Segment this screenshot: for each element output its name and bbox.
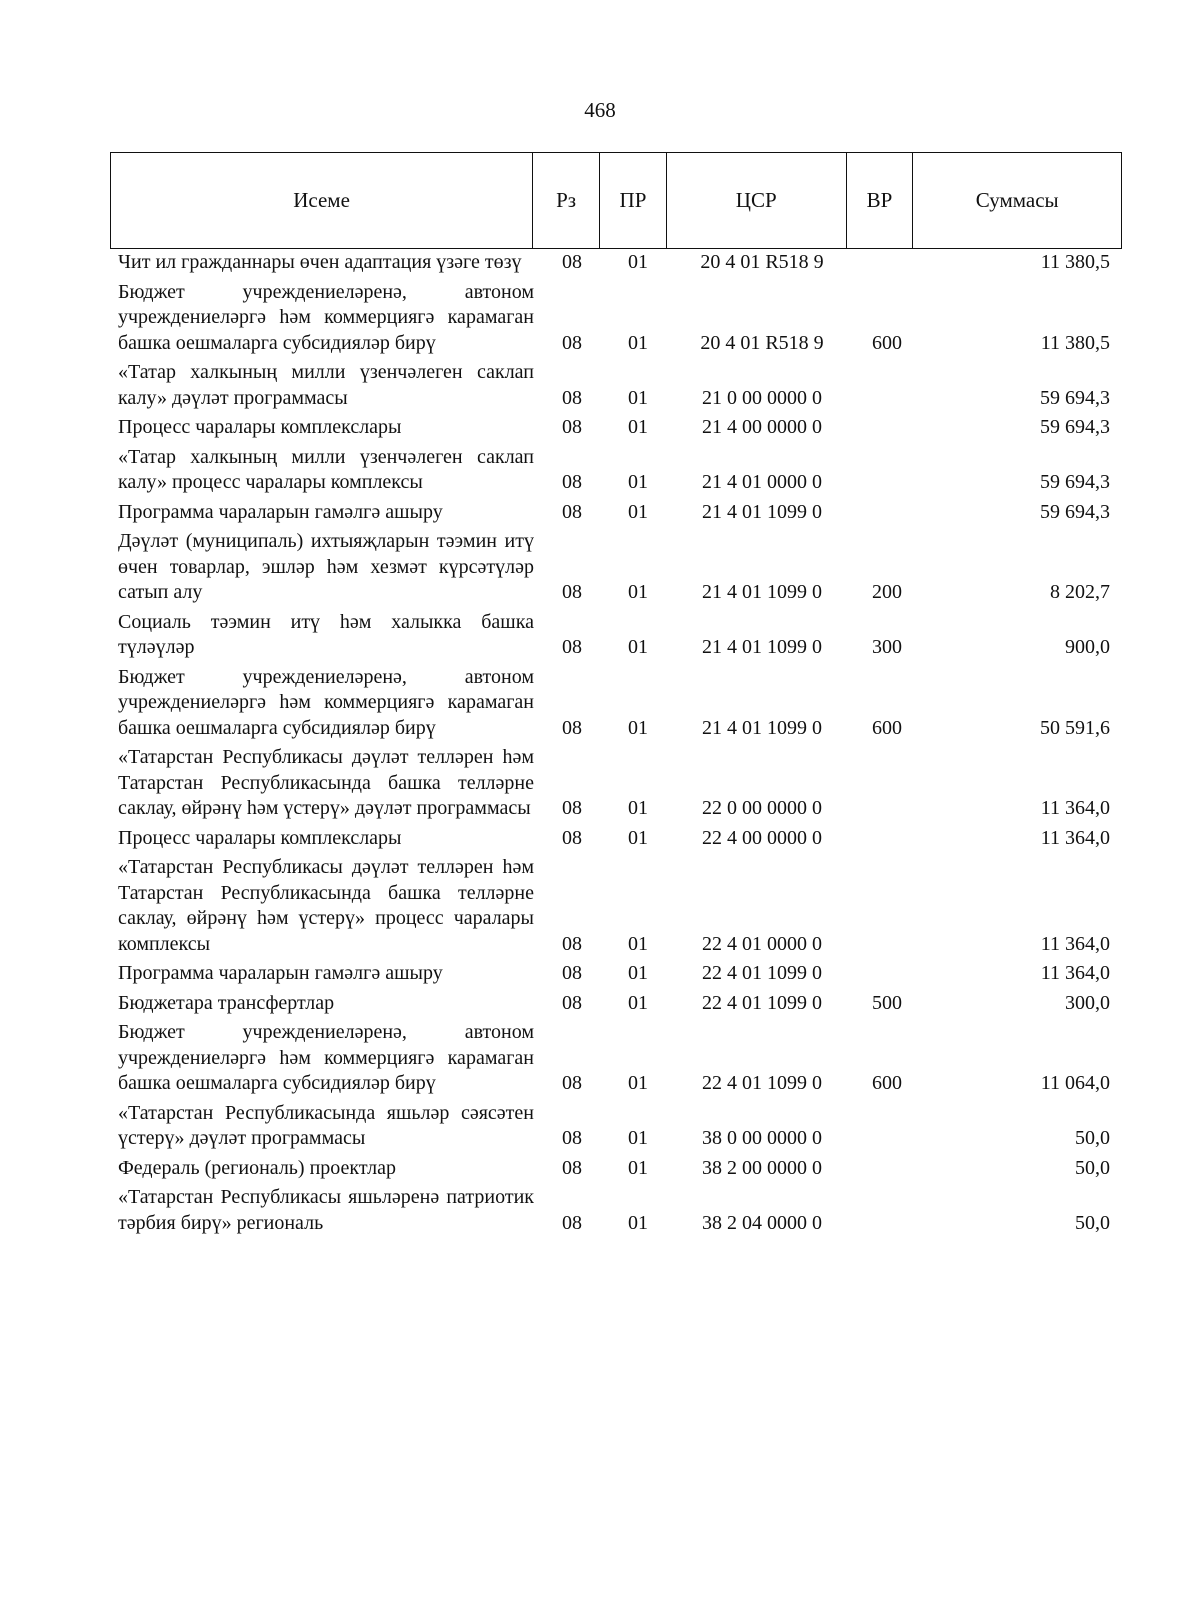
table-row bbox=[0, 1156, 1200, 1182]
table-row bbox=[0, 1185, 1200, 1236]
row-rz: 08 bbox=[562, 962, 582, 984]
row-name: Дәүләт (муниципаль) ихтыяҗларын тәэмин итү өчен товарлар, эшләр һәм хезмәт күрсәтүләр сатып алу bbox=[118, 530, 534, 603]
row-name: Процесс чаралары комплекслары bbox=[118, 416, 402, 438]
row-name: «Татар халкының милли үзенчәлеген саклап калу» дәүләт программасы bbox=[118, 361, 534, 409]
row-rz: 08 bbox=[562, 1127, 582, 1149]
table-row bbox=[0, 1020, 1200, 1097]
row-sum: 300,0 bbox=[1065, 991, 1110, 1014]
row-rz: 08 bbox=[562, 500, 582, 523]
row-pr: 01 bbox=[628, 581, 648, 603]
row-rz: 08 bbox=[562, 331, 582, 354]
row-name: «Татарстан Республикасы дәүләт телләрен һәм Татарстан Республикасында башка телләрне саклау, өйрәнү һәм үстерү» дәүләт программасы bbox=[118, 746, 534, 819]
row-sum: 11 364,0 bbox=[1040, 797, 1110, 819]
row-name: Бюджетара трансфертлар bbox=[118, 991, 335, 1014]
table-row bbox=[0, 826, 1200, 852]
table-row bbox=[0, 665, 1200, 742]
table-row bbox=[0, 500, 1200, 526]
row-rz: 08 bbox=[562, 826, 582, 849]
row-sum: 11 380,5 bbox=[1040, 331, 1110, 354]
row-rz: 08 bbox=[562, 471, 582, 493]
row-pr: 01 bbox=[628, 991, 648, 1014]
row-pr: 01 bbox=[628, 1127, 648, 1149]
table-header bbox=[110, 152, 1122, 249]
row-name: «Татарстан Республикасы яшьләренә патриотик тәрбия бирү» региональ bbox=[118, 1186, 534, 1234]
row-pr: 01 bbox=[628, 932, 648, 955]
row-pr: 01 bbox=[628, 331, 648, 354]
row-csr: 22 4 01 1099 0 bbox=[702, 991, 822, 1014]
row-name: Процесс чаралары комплекслары bbox=[118, 826, 402, 849]
row-vr: 600 bbox=[872, 1072, 902, 1094]
row-pr: 01 bbox=[628, 1072, 648, 1094]
row-csr: 22 4 01 1099 0 bbox=[702, 962, 822, 984]
row-csr: 21 4 01 1099 0 bbox=[702, 716, 822, 739]
row-rz: 08 bbox=[562, 386, 582, 409]
table-row bbox=[0, 415, 1200, 441]
table-body bbox=[0, 250, 1200, 1240]
column-header-vr: ВР bbox=[847, 153, 914, 248]
column-header-csr: ЦСР bbox=[667, 153, 847, 248]
row-pr: 01 bbox=[628, 386, 648, 409]
row-name: Чит ил гражданнары өчен адаптация үзәге төзү bbox=[118, 251, 522, 273]
row-pr: 01 bbox=[628, 636, 648, 658]
row-pr: 01 bbox=[628, 416, 648, 438]
row-rz: 08 bbox=[562, 581, 582, 603]
row-csr: 21 4 01 1099 0 bbox=[702, 581, 822, 603]
row-vr: 600 bbox=[872, 716, 902, 739]
column-header-pr: ПР bbox=[600, 153, 667, 248]
row-pr: 01 bbox=[628, 471, 648, 493]
row-rz: 08 bbox=[562, 932, 582, 955]
row-csr: 21 4 00 0000 0 bbox=[702, 416, 822, 438]
row-sum: 11 380,5 bbox=[1040, 251, 1110, 273]
row-vr: 200 bbox=[872, 581, 902, 603]
row-csr: 22 4 00 0000 0 bbox=[702, 826, 822, 849]
table-row bbox=[0, 1101, 1200, 1152]
row-rz: 08 bbox=[562, 636, 582, 658]
row-name: Бюджет учреждениеләренә, автоном учреждениеләргә һәм коммерциягә карамаган башка оешмаларга субсидияләр бирү bbox=[118, 1021, 534, 1094]
table-row bbox=[0, 745, 1200, 822]
row-csr: 21 4 01 0000 0 bbox=[702, 471, 822, 493]
row-csr: 38 2 04 0000 0 bbox=[702, 1211, 822, 1234]
row-pr: 01 bbox=[628, 251, 648, 273]
row-name: Бюджет учреждениеләренә, автоном учреждениеләргә һәм коммерциягә карамаган башка оешмаларга субсидияләр бирү bbox=[118, 280, 534, 354]
row-sum: 59 694,3 bbox=[1040, 500, 1110, 523]
table-row bbox=[0, 610, 1200, 661]
row-name: Программа чараларын гамәлгә ашыру bbox=[118, 500, 443, 523]
row-sum: 8 202,7 bbox=[1050, 581, 1110, 603]
row-rz: 08 bbox=[562, 797, 582, 819]
row-pr: 01 bbox=[628, 500, 648, 523]
row-sum: 900,0 bbox=[1065, 636, 1110, 658]
row-rz: 08 bbox=[562, 251, 582, 273]
row-rz: 08 bbox=[562, 1156, 582, 1179]
row-csr: 22 0 00 0000 0 bbox=[702, 797, 822, 819]
row-csr: 22 4 01 1099 0 bbox=[702, 1072, 822, 1094]
row-name: Бюджет учреждениеләренә, автоном учреждениеләргә һәм коммерциягә карамаган башка оешмаларга субсидияләр бирү bbox=[118, 665, 534, 739]
table-row bbox=[0, 445, 1200, 496]
row-sum: 11 364,0 bbox=[1040, 962, 1110, 984]
row-csr: 21 4 01 1099 0 bbox=[702, 500, 822, 523]
table-row bbox=[0, 961, 1200, 987]
column-header-rz: Рз bbox=[533, 153, 600, 248]
row-pr: 01 bbox=[628, 1211, 648, 1234]
row-csr: 38 0 00 0000 0 bbox=[702, 1127, 822, 1149]
row-sum: 11 364,0 bbox=[1040, 932, 1110, 955]
row-name: «Татар халкының милли үзенчәлеген саклап калу» процесс чаралары комплексы bbox=[118, 445, 534, 493]
row-name: Федераль (региональ) проектлар bbox=[118, 1156, 396, 1179]
row-csr: 21 0 00 0000 0 bbox=[702, 386, 822, 409]
row-csr: 20 4 01 R518 9 bbox=[700, 251, 824, 273]
row-pr: 01 bbox=[628, 1156, 648, 1179]
row-vr: 600 bbox=[872, 331, 902, 354]
row-sum: 59 694,3 bbox=[1040, 386, 1110, 409]
row-vr: 300 bbox=[872, 636, 902, 658]
table-row bbox=[0, 360, 1200, 411]
row-sum: 11 364,0 bbox=[1040, 826, 1110, 849]
row-sum: 11 064,0 bbox=[1040, 1072, 1110, 1094]
row-pr: 01 bbox=[628, 716, 648, 739]
row-csr: 38 2 00 0000 0 bbox=[702, 1156, 822, 1179]
row-vr: 500 bbox=[872, 991, 902, 1014]
row-sum: 50,0 bbox=[1075, 1211, 1110, 1234]
column-header-name: Исеме bbox=[111, 153, 533, 248]
row-rz: 08 bbox=[562, 716, 582, 739]
row-sum: 50 591,6 bbox=[1040, 716, 1110, 739]
row-sum: 50,0 bbox=[1075, 1156, 1110, 1179]
table-row bbox=[0, 280, 1200, 357]
row-sum: 50,0 bbox=[1075, 1127, 1110, 1149]
table-row bbox=[0, 529, 1200, 606]
row-rz: 08 bbox=[562, 991, 582, 1014]
table-row bbox=[0, 250, 1200, 276]
row-rz: 08 bbox=[562, 1072, 582, 1094]
row-pr: 01 bbox=[628, 797, 648, 819]
table-row bbox=[0, 855, 1200, 957]
row-csr: 20 4 01 R518 9 bbox=[700, 331, 824, 354]
row-rz: 08 bbox=[562, 1211, 582, 1234]
row-pr: 01 bbox=[628, 962, 648, 984]
page-number: 468 bbox=[584, 98, 616, 122]
row-name: «Татарстан Республикасы дәүләт телләрен һәм Татарстан Республикасында башка телләрне саклау, өйрәнү һәм үстерү» процесс чаралары комплексы bbox=[118, 856, 534, 955]
row-name: Программа чараларын гамәлгә ашыру bbox=[118, 962, 443, 984]
row-rz: 08 bbox=[562, 416, 582, 438]
column-header-sum: Суммасы bbox=[975, 188, 1059, 212]
row-sum: 59 694,3 bbox=[1040, 471, 1110, 493]
row-name: «Татарстан Республикасында яшьләр сәясәтен үстерү» дәүләт программасы bbox=[118, 1101, 534, 1149]
row-pr: 01 bbox=[628, 826, 648, 849]
table-row bbox=[0, 991, 1200, 1017]
row-sum: 59 694,3 bbox=[1040, 416, 1110, 438]
row-name: Социаль тәэмин итү һәм халыкка башка түләүләр bbox=[118, 610, 534, 658]
row-csr: 22 4 01 0000 0 bbox=[702, 932, 822, 955]
row-csr: 21 4 01 1099 0 bbox=[702, 636, 822, 658]
